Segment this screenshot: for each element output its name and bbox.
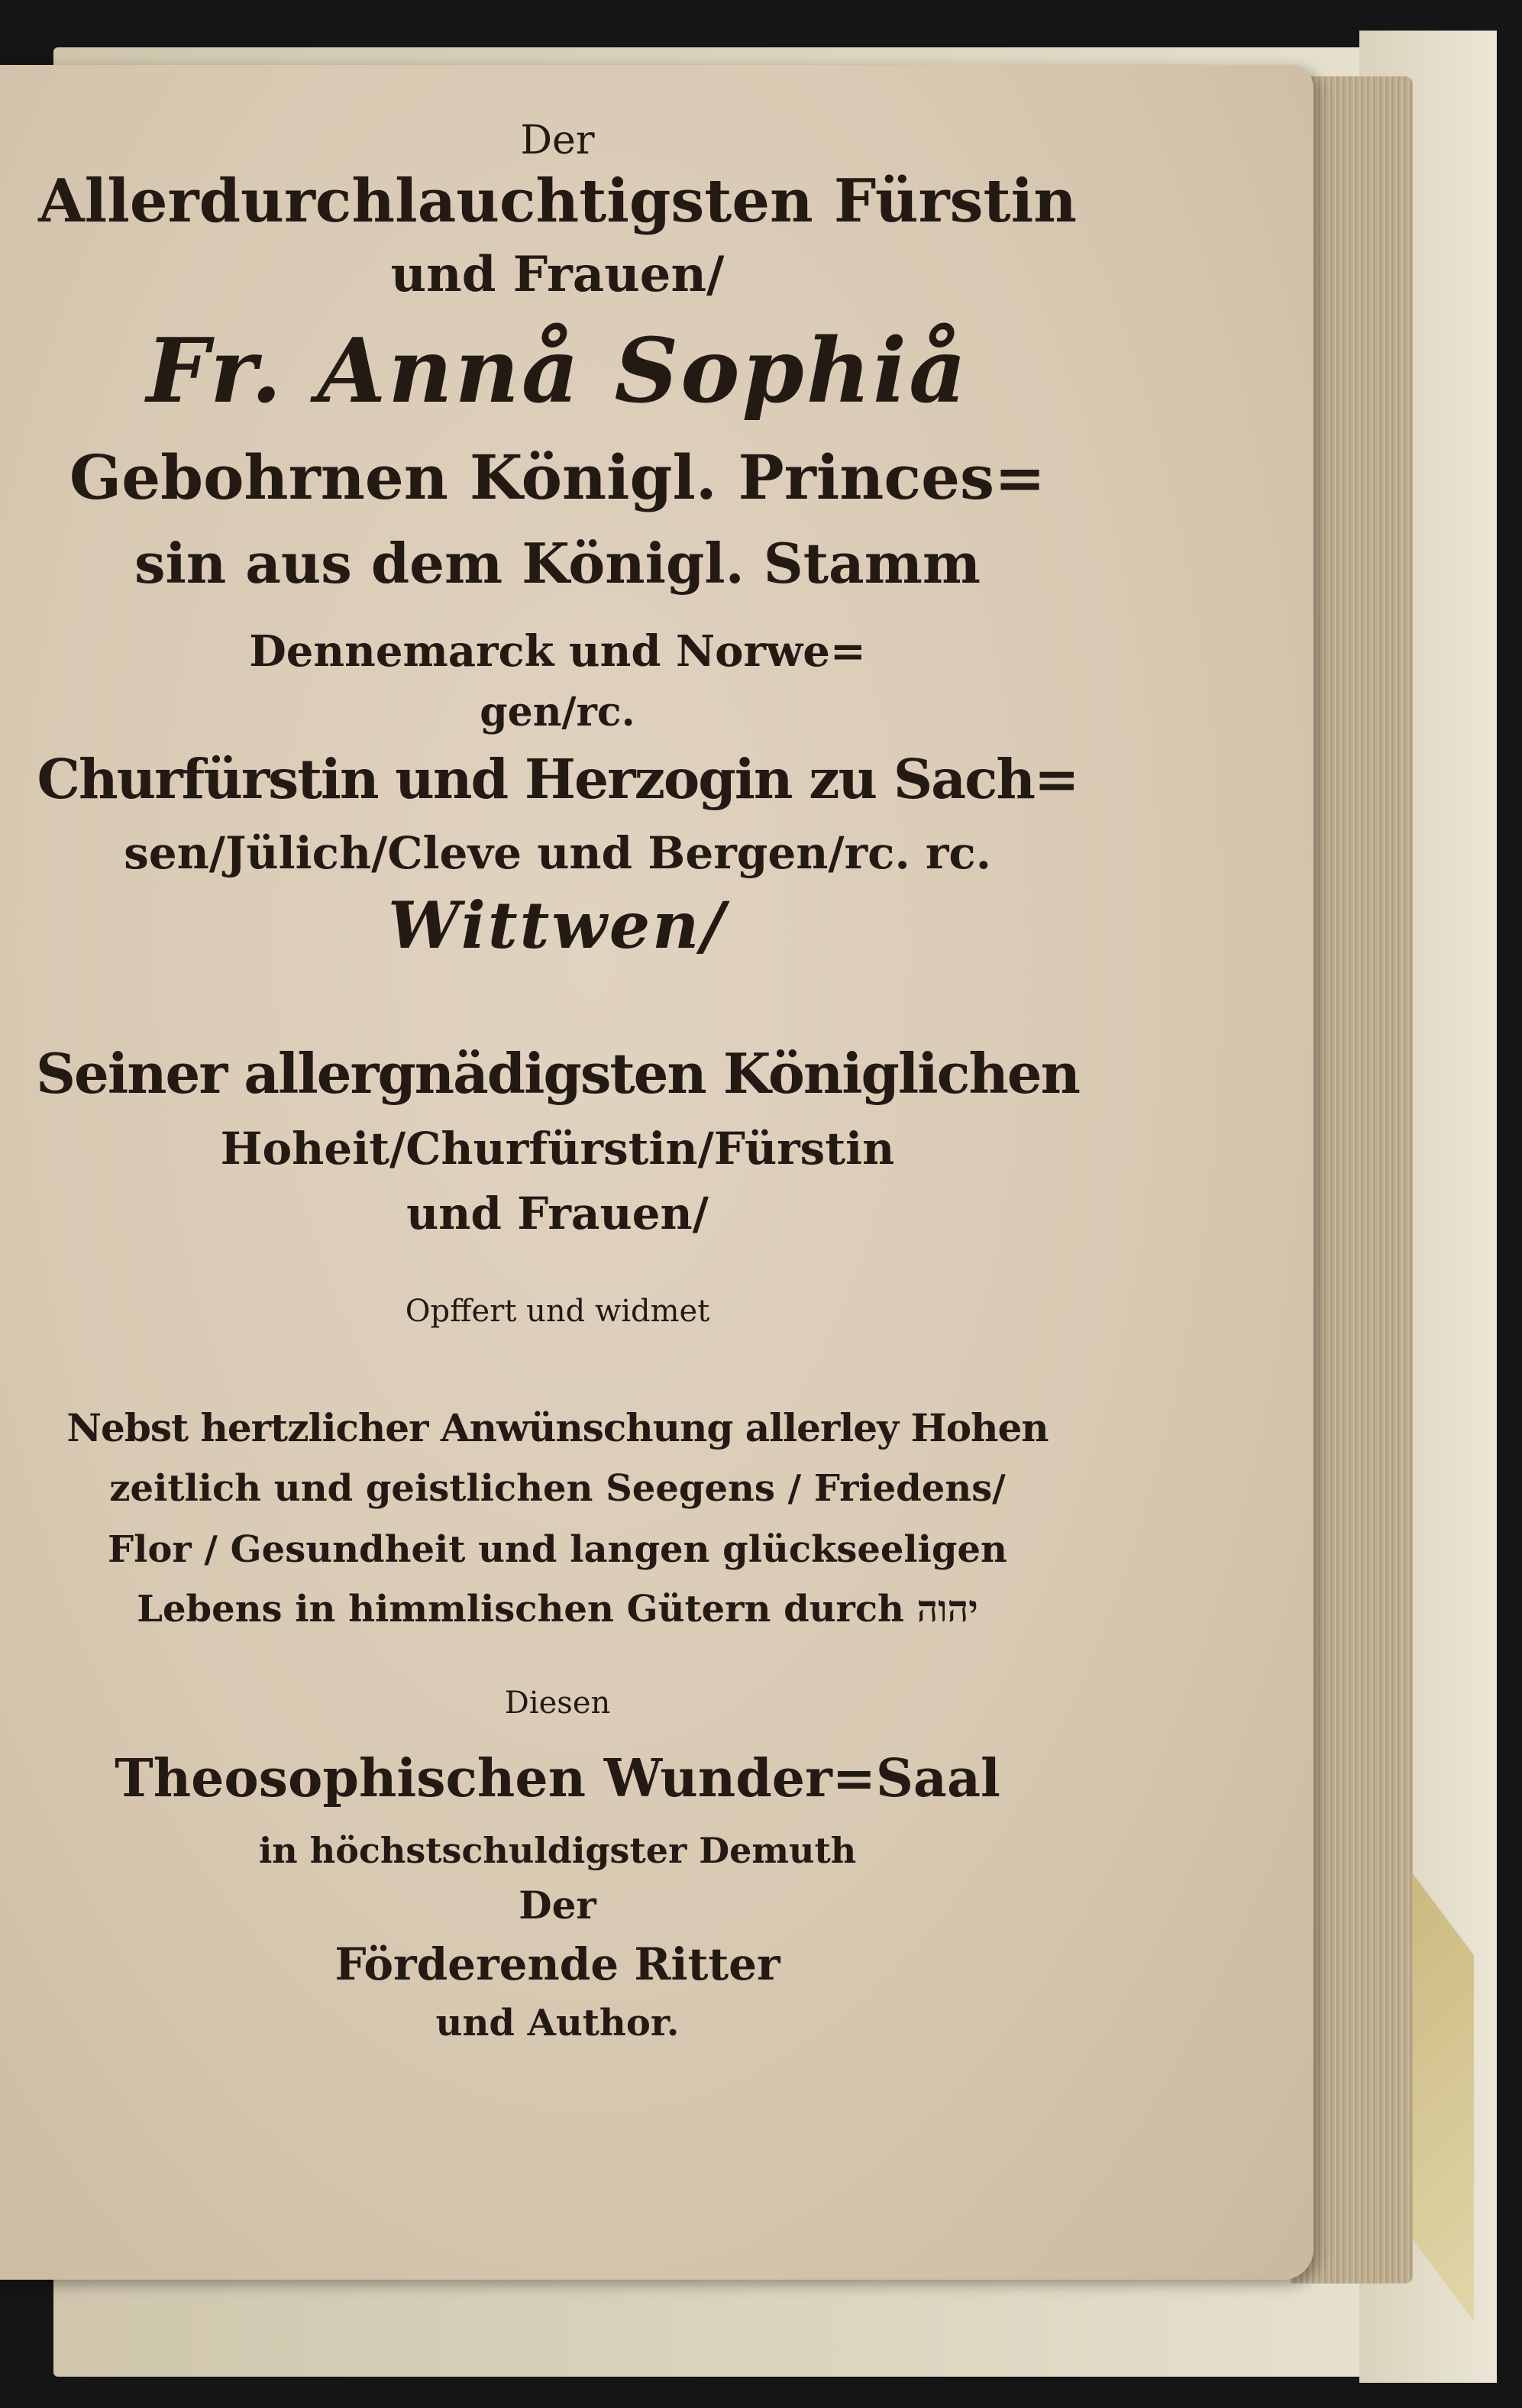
line-gen: gen/rc.: [480, 689, 635, 735]
title-page: [0, 65, 1314, 2280]
line-dedicatee-name: Fr. Annå Sophiå: [146, 319, 969, 423]
line-lebens: [31, 1588, 1084, 1631]
line-und-frauen-2: und Frauen/: [406, 1188, 709, 1240]
line-zeitlich: zeitlich und geistlichen Seegens / Friedens/: [109, 1467, 1006, 1510]
line-author: und Author.: [435, 2002, 680, 2044]
line-seiner: Seiner allergnädigsten Königlichen: [36, 1041, 1079, 1106]
line-demuth: in höchstschuldigster Demuth: [258, 1830, 857, 1871]
line-juelich: sen/Jülich/Cleve und Bergen/rc. rc.: [124, 827, 991, 879]
line-churfuerstin: Churfürstin und Herzogin zu Sach=: [37, 747, 1078, 811]
divine-name: יהוה: [916, 1588, 978, 1631]
line-foerderende-ritter: Förderende Ritter: [334, 1938, 780, 1990]
line-flor: Flor / Gesundheit und langen glückseeligen: [108, 1528, 1007, 1571]
line-hoheit: Hoheit/Churfürstin/Fürstin: [220, 1123, 895, 1175]
line-dedicatee-title: Allerdurchlauchtigsten Fürstin: [38, 166, 1077, 236]
line-opffert: Opffert und widmet: [405, 1294, 710, 1329]
line-der: Der: [520, 118, 595, 163]
line-dennemarck: Dennemarck und Norwe=: [249, 626, 866, 677]
line-wunder-saal: Theosophischen Wunder=Saal: [115, 1748, 1000, 1809]
line-nebst: Nebst hertzlicher Anwünschung allerley Hohen: [66, 1405, 1049, 1450]
line-stamm: sin aus dem Königl. Stamm: [134, 531, 981, 596]
line-wittwen: Wittwen/: [388, 887, 727, 963]
line-gebohrnen: Gebohrnen Königl. Princes=: [69, 441, 1046, 513]
line-diesen: Diesen: [504, 1686, 611, 1721]
line-lebens-text: Lebens in himmlischen Gütern durch: [137, 1588, 904, 1631]
line-der-2: Der: [519, 1883, 596, 1928]
line-und-frauen: und Frauen/: [390, 246, 725, 303]
